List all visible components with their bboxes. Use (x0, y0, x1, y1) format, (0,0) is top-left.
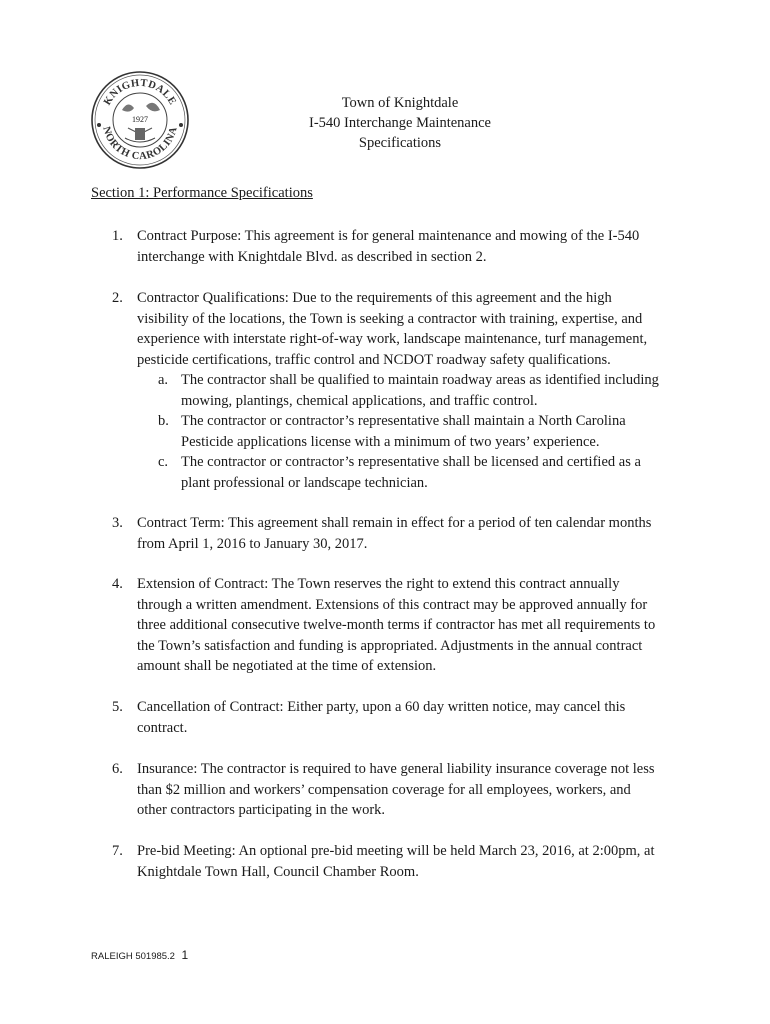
text-line: interchange with Knightdale Blvd. as described in section 2. (137, 248, 487, 265)
list-item-number: 3. (112, 515, 123, 531)
text-line: mowing, plantings, chemical applications, and traffic control. (181, 392, 538, 409)
header-town-name: Town of Knightdale (341, 95, 459, 111)
sub-item-text (181, 411, 686, 452)
header-project-name: I-540 Interchange Maintenance (309, 115, 491, 131)
text-line: Cancellation of Contract: Either party, upon a 60 day written notice, may cancel this (137, 699, 626, 715)
page-number: 1 (181, 948, 189, 962)
document-code: RALEIGH 501985.2 (91, 951, 175, 962)
text-line: Insurance: The contractor is required to have general liability insurance coverage not less (137, 761, 655, 777)
seal-year: 1927 (132, 115, 148, 124)
list-item-number: 1. (112, 228, 123, 244)
text-line: Pre-bid Meeting: An optional pre-bid meeting will be held March 23, 2016, at 2:00pm, at (137, 843, 655, 859)
text-line: The contractor or contractor’s representative shall be licensed and certified as a (181, 454, 641, 470)
text-line: Contract Term: This agreement shall remain in effect for a period of ten calendar months (137, 515, 652, 531)
sub-item-text (181, 452, 686, 493)
page-footer (91, 946, 188, 964)
seal-bottom-text: NORTH CAROLINA (100, 125, 180, 163)
text-line: through a written amendment. Extensions of this contract may be approved annually for (137, 596, 648, 613)
list-item-text (137, 226, 682, 267)
text-line: The contractor shall be qualified to maintain roadway areas as identified including (181, 372, 659, 388)
text-line: from April 1, 2016 to January 30, 2017. (137, 535, 368, 552)
list-item-text (137, 513, 682, 554)
list-item-number: 2. (112, 290, 123, 306)
text-line: experience with interstate right-of-way work, landscape maintenance, turf management, (137, 331, 648, 348)
text-line: Pesticide applications license with a minimum of two years’ experience. (181, 433, 600, 450)
list-item-number: 4. (112, 576, 123, 592)
text-line: other contractors participating in the work. (137, 802, 386, 819)
header-doc-type: Specifications (358, 135, 442, 151)
sub-item-letter: c. (158, 454, 169, 470)
list-item-number: 6. (112, 761, 123, 777)
text-line: Extension of Contract: The Town reserves the right to extend this contract annually (137, 576, 620, 592)
document-header (200, 93, 600, 153)
text-line: Contractor Qualifications: Due to the requirements of this agreement and the high (137, 290, 612, 306)
text-line: pesticide certifications, traffic control and NCDOT roadway safety qualifications. (137, 351, 611, 368)
text-line: the Town’s satisfaction and funding is appropriated. Adjustments in the annual contract (137, 637, 643, 654)
list-item-number: 5. (112, 699, 123, 715)
text-line: three additional consecutive twelve-month terms if contractor has met all requirements to (137, 617, 656, 634)
text-line: Knightdale Town Hall, Council Chamber Room. (137, 863, 419, 880)
text-line: visibility of the locations, the Town is seeking a contractor with training, expertise, and (137, 310, 643, 327)
sub-item-letter: a. (158, 372, 169, 388)
text-line: amount shall be negotiated at the time of extension. (137, 658, 437, 675)
list-item-text (137, 759, 682, 821)
list-item-text (137, 841, 682, 882)
sub-item-text (181, 370, 686, 411)
sub-item-letter: b. (158, 413, 169, 429)
text-line: The contractor or contractor’s representative shall maintain a North Carolina (181, 413, 626, 429)
seal-top-text: KNIGHTDALE (102, 77, 178, 108)
text-line: contract. (137, 719, 188, 736)
text-line: than $2 million and workers’ compensation coverage for all employees, workers, and (137, 781, 631, 798)
text-line: Contract Purpose: This agreement is for general maintenance and mowing of the I-540 (137, 228, 640, 244)
text-line: plant professional or landscape technician. (181, 474, 428, 491)
section-title: Section 1: Performance Specifications (91, 185, 313, 201)
list-item-text (137, 288, 682, 370)
list-item-text (137, 697, 682, 738)
list-item-text (137, 574, 682, 677)
list-item-number: 7. (112, 843, 123, 859)
town-seal-logo (90, 70, 190, 170)
